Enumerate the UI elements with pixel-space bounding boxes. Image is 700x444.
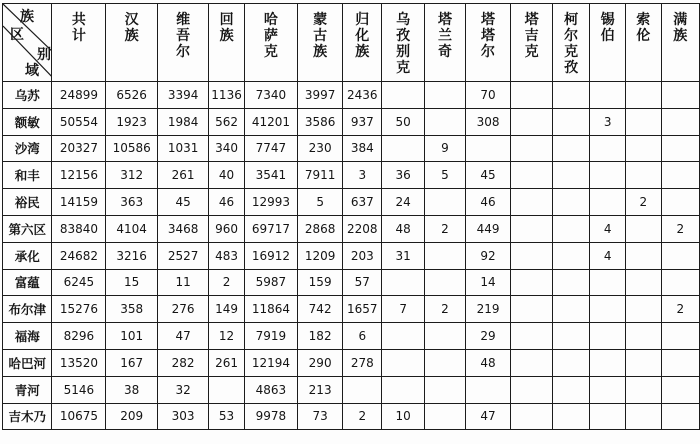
value-cell: 73 [298, 403, 343, 430]
value-cell: 8296 [52, 323, 106, 350]
value-cell: 24682 [52, 242, 106, 269]
value-cell [343, 376, 382, 403]
value-cell: 1984 [157, 108, 208, 135]
value-cell: 12156 [52, 162, 106, 189]
value-cell: 937 [343, 108, 382, 135]
value-cell: 960 [209, 215, 244, 242]
column-header-label: 维吾尔 [176, 12, 191, 60]
value-cell: 4104 [106, 215, 157, 242]
value-cell: 12 [209, 323, 244, 350]
table-row [3, 189, 700, 216]
value-cell: 358 [106, 296, 157, 323]
column-header [465, 4, 510, 82]
value-cell: 213 [298, 376, 343, 403]
value-cell: 5987 [244, 269, 297, 296]
value-cell [625, 135, 661, 162]
value-cell: 20327 [52, 135, 106, 162]
value-cell [511, 349, 553, 376]
value-cell: 101 [106, 323, 157, 350]
value-cell: 16912 [244, 242, 297, 269]
value-cell [382, 135, 425, 162]
table-row [3, 242, 700, 269]
value-cell [511, 162, 553, 189]
value-cell [661, 323, 699, 350]
value-cell: 36 [382, 162, 425, 189]
region-cell: 青河 [3, 376, 52, 403]
value-cell [590, 135, 626, 162]
column-header [52, 4, 106, 82]
value-cell: 50 [382, 108, 425, 135]
value-cell [424, 349, 465, 376]
column-header-label: 回族 [219, 12, 234, 44]
region-cell: 裕民 [3, 189, 52, 216]
value-cell: 3216 [106, 242, 157, 269]
value-cell: 6 [343, 323, 382, 350]
column-header [244, 4, 297, 82]
value-cell: 261 [157, 162, 208, 189]
value-cell: 3394 [157, 82, 208, 109]
value-cell: 57 [343, 269, 382, 296]
column-header [625, 4, 661, 82]
value-cell [382, 269, 425, 296]
value-cell: 384 [343, 135, 382, 162]
value-cell [625, 403, 661, 430]
column-header-label: 塔吉克 [524, 12, 539, 60]
value-cell [382, 82, 425, 109]
value-cell [590, 376, 626, 403]
value-cell: 149 [209, 296, 244, 323]
region-cell: 乌苏 [3, 82, 52, 109]
region-cell: 福海 [3, 323, 52, 350]
value-cell [511, 242, 553, 269]
value-cell [382, 323, 425, 350]
value-cell [511, 269, 553, 296]
column-header [382, 4, 425, 82]
value-cell: 45 [157, 189, 208, 216]
value-cell [661, 376, 699, 403]
value-cell [590, 349, 626, 376]
value-cell: 2 [625, 189, 661, 216]
value-cell: 10586 [106, 135, 157, 162]
value-cell: 47 [465, 403, 510, 430]
value-cell [552, 323, 589, 350]
value-cell: 9978 [244, 403, 297, 430]
region-cell: 吉木乃 [3, 403, 52, 430]
corner-label-bie: 别 [37, 47, 51, 63]
value-cell: 742 [298, 296, 343, 323]
column-header-label: 柯尔克孜 [564, 12, 579, 76]
value-cell: 2 [424, 215, 465, 242]
value-cell [552, 349, 589, 376]
value-cell [511, 376, 553, 403]
value-cell: 14 [465, 269, 510, 296]
value-cell [590, 403, 626, 430]
value-cell: 41201 [244, 108, 297, 135]
value-cell: 38 [106, 376, 157, 403]
value-cell: 24 [382, 189, 425, 216]
value-cell [511, 215, 553, 242]
value-cell: 6526 [106, 82, 157, 109]
value-cell: 31 [382, 242, 425, 269]
value-cell: 562 [209, 108, 244, 135]
value-cell [661, 82, 699, 109]
value-cell [590, 323, 626, 350]
value-cell: 9 [424, 135, 465, 162]
value-cell [661, 403, 699, 430]
column-header [661, 4, 699, 82]
value-cell [424, 403, 465, 430]
value-cell [552, 242, 589, 269]
corner-label-yu: 域 [25, 63, 39, 79]
value-cell: 182 [298, 323, 343, 350]
column-header-label: 索伦 [636, 12, 651, 44]
value-cell [424, 269, 465, 296]
value-cell: 48 [465, 349, 510, 376]
column-header-label: 满族 [673, 12, 688, 44]
value-cell: 3541 [244, 162, 297, 189]
value-cell [661, 269, 699, 296]
value-cell [552, 296, 589, 323]
value-cell: 278 [343, 349, 382, 376]
value-cell [661, 162, 699, 189]
value-cell: 219 [465, 296, 510, 323]
value-cell [511, 108, 553, 135]
value-cell: 83840 [52, 215, 106, 242]
column-header-label: 蒙古族 [313, 12, 328, 60]
column-header [511, 4, 553, 82]
value-cell: 53 [209, 403, 244, 430]
value-cell: 14159 [52, 189, 106, 216]
value-cell: 3 [343, 162, 382, 189]
value-cell: 10 [382, 403, 425, 430]
value-cell [511, 403, 553, 430]
value-cell: 3468 [157, 215, 208, 242]
region-cell: 承化 [3, 242, 52, 269]
value-cell: 70 [465, 82, 510, 109]
value-cell: 637 [343, 189, 382, 216]
value-cell [661, 349, 699, 376]
region-cell: 布尔津 [3, 296, 52, 323]
value-cell: 46 [209, 189, 244, 216]
column-header [552, 4, 589, 82]
value-cell: 2868 [298, 215, 343, 242]
value-cell [552, 108, 589, 135]
value-cell: 2 [661, 296, 699, 323]
value-cell: 15276 [52, 296, 106, 323]
value-cell: 159 [298, 269, 343, 296]
value-cell [625, 215, 661, 242]
table-row [3, 403, 700, 430]
column-header-label: 汉族 [124, 12, 139, 44]
value-cell [511, 135, 553, 162]
table-row [3, 376, 700, 403]
value-cell: 2 [343, 403, 382, 430]
value-cell: 7911 [298, 162, 343, 189]
value-cell: 2527 [157, 242, 208, 269]
value-cell [590, 82, 626, 109]
column-header-label: 塔兰奇 [437, 12, 452, 60]
value-cell: 308 [465, 108, 510, 135]
value-cell: 483 [209, 242, 244, 269]
column-header-label: 共计 [71, 12, 86, 44]
value-cell: 7 [382, 296, 425, 323]
value-cell: 7747 [244, 135, 297, 162]
value-cell [511, 189, 553, 216]
region-cell: 第六区 [3, 215, 52, 242]
value-cell: 1209 [298, 242, 343, 269]
table-row [3, 269, 700, 296]
value-cell: 48 [382, 215, 425, 242]
value-cell: 47 [157, 323, 208, 350]
value-cell: 7919 [244, 323, 297, 350]
value-cell: 7340 [244, 82, 297, 109]
value-cell [625, 242, 661, 269]
value-cell: 1031 [157, 135, 208, 162]
value-cell: 24899 [52, 82, 106, 109]
region-cell: 额敏 [3, 108, 52, 135]
column-header [157, 4, 208, 82]
value-cell [465, 376, 510, 403]
value-cell [465, 135, 510, 162]
value-cell: 2 [209, 269, 244, 296]
value-cell [661, 242, 699, 269]
table-row [3, 108, 700, 135]
value-cell: 303 [157, 403, 208, 430]
column-header [343, 4, 382, 82]
table-row [3, 323, 700, 350]
value-cell [661, 108, 699, 135]
value-cell: 11864 [244, 296, 297, 323]
value-cell [552, 135, 589, 162]
value-cell: 50554 [52, 108, 106, 135]
value-cell [625, 296, 661, 323]
header-row [3, 4, 700, 82]
value-cell: 4 [590, 215, 626, 242]
value-cell: 340 [209, 135, 244, 162]
value-cell: 2436 [343, 82, 382, 109]
value-cell [511, 296, 553, 323]
region-cell: 哈巴河 [3, 349, 52, 376]
value-cell: 290 [298, 349, 343, 376]
value-cell: 1657 [343, 296, 382, 323]
value-cell: 1136 [209, 82, 244, 109]
value-cell [552, 189, 589, 216]
population-table [2, 3, 700, 430]
value-cell: 92 [465, 242, 510, 269]
value-cell: 230 [298, 135, 343, 162]
table-row [3, 296, 700, 323]
value-cell: 282 [157, 349, 208, 376]
value-cell [511, 82, 553, 109]
value-cell [590, 162, 626, 189]
value-cell [625, 349, 661, 376]
column-header [209, 4, 244, 82]
value-cell [424, 376, 465, 403]
column-header [424, 4, 465, 82]
table-row [3, 82, 700, 109]
value-cell [590, 296, 626, 323]
value-cell: 45 [465, 162, 510, 189]
table-row [3, 215, 700, 242]
value-cell [552, 82, 589, 109]
value-cell [661, 135, 699, 162]
value-cell: 209 [106, 403, 157, 430]
region-cell: 沙湾 [3, 135, 52, 162]
value-cell: 40 [209, 162, 244, 189]
value-cell [552, 403, 589, 430]
corner-label-ethnicity: 族 [20, 9, 34, 25]
value-cell: 3997 [298, 82, 343, 109]
value-cell [625, 376, 661, 403]
table-row [3, 162, 700, 189]
value-cell: 12993 [244, 189, 297, 216]
value-cell [552, 376, 589, 403]
value-cell: 3586 [298, 108, 343, 135]
value-cell: 363 [106, 189, 157, 216]
value-cell: 1923 [106, 108, 157, 135]
value-cell [625, 269, 661, 296]
region-cell: 富蕴 [3, 269, 52, 296]
value-cell: 2 [424, 296, 465, 323]
value-cell [625, 162, 661, 189]
value-cell: 15 [106, 269, 157, 296]
value-cell: 5 [298, 189, 343, 216]
column-header-label: 乌孜别克 [396, 12, 411, 76]
value-cell: 261 [209, 349, 244, 376]
value-cell: 2 [661, 215, 699, 242]
value-cell [625, 108, 661, 135]
value-cell: 5 [424, 162, 465, 189]
value-cell: 2208 [343, 215, 382, 242]
value-cell: 4 [590, 242, 626, 269]
table-row [3, 135, 700, 162]
region-cell: 和丰 [3, 162, 52, 189]
value-cell: 3 [590, 108, 626, 135]
table-body [3, 82, 700, 430]
value-cell: 203 [343, 242, 382, 269]
column-header-label: 归化族 [355, 12, 370, 60]
value-cell [552, 215, 589, 242]
value-cell [424, 82, 465, 109]
value-cell [424, 189, 465, 216]
value-cell: 6245 [52, 269, 106, 296]
value-cell [590, 269, 626, 296]
value-cell: 10675 [52, 403, 106, 430]
value-cell: 13520 [52, 349, 106, 376]
value-cell [661, 189, 699, 216]
value-cell [424, 108, 465, 135]
value-cell [382, 349, 425, 376]
value-cell [552, 162, 589, 189]
value-cell [382, 376, 425, 403]
value-cell: 11 [157, 269, 208, 296]
value-cell: 276 [157, 296, 208, 323]
corner-header-cell [3, 4, 52, 82]
value-cell [590, 189, 626, 216]
column-header-label: 锡伯 [600, 12, 615, 44]
value-cell: 12194 [244, 349, 297, 376]
column-header [298, 4, 343, 82]
value-cell: 46 [465, 189, 510, 216]
corner-label-region: 区 [10, 27, 24, 43]
value-cell: 312 [106, 162, 157, 189]
value-cell [424, 242, 465, 269]
column-header-label: 塔塔尔 [481, 12, 496, 60]
value-cell: 5146 [52, 376, 106, 403]
value-cell: 32 [157, 376, 208, 403]
value-cell [424, 323, 465, 350]
value-cell [625, 82, 661, 109]
value-cell [552, 269, 589, 296]
value-cell: 4863 [244, 376, 297, 403]
value-cell [209, 376, 244, 403]
column-header [590, 4, 626, 82]
value-cell [625, 323, 661, 350]
column-header-label: 哈萨克 [263, 12, 278, 60]
column-header [106, 4, 157, 82]
value-cell: 167 [106, 349, 157, 376]
value-cell [511, 323, 553, 350]
value-cell: 449 [465, 215, 510, 242]
table-row [3, 349, 700, 376]
value-cell: 29 [465, 323, 510, 350]
value-cell: 69717 [244, 215, 297, 242]
